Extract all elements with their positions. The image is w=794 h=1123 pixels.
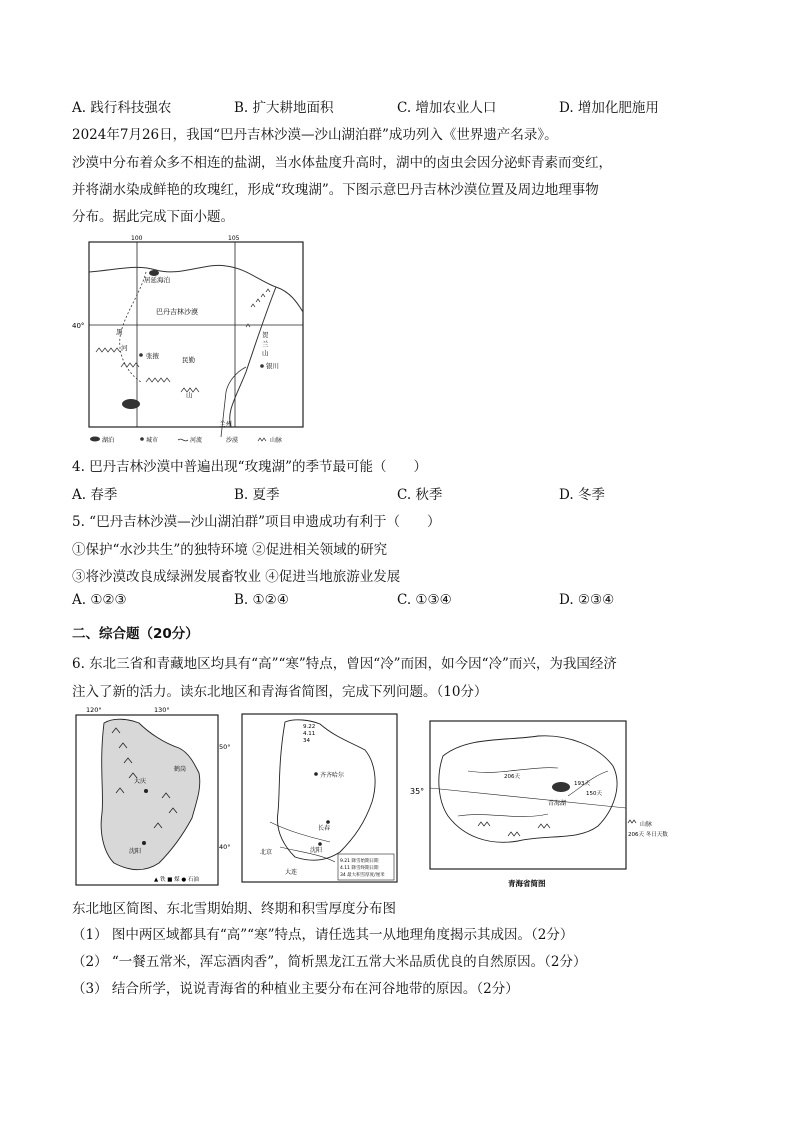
section-2-heading: 二、综合题（20分） [72,626,199,642]
helan-label-2: 兰 [262,340,269,348]
legend-lake: 湖泊 [102,437,115,444]
yinchuan-label: 银川 [266,362,279,370]
desert-label: 巴丹吉林沙漠 [156,308,198,316]
hegang-label: 鹤岗 [174,766,187,773]
badain-jaran-map [72,232,308,447]
qinghai-map [408,716,688,891]
lat-35-label: 35° [410,787,425,796]
qilian-label: 山 [186,391,193,399]
q5-option-b: B. ①②④ [234,592,289,608]
northeast-snow-map [240,712,400,885]
legend-mountain-2: 山脉 [640,821,653,828]
legend-frost: 206天 冬日天数 [628,832,668,838]
beijing-label: 北京 [260,849,273,856]
q3-option-a: A. 践行科技强农 [72,100,172,116]
q5-option-a: A. ①②③ [72,592,127,608]
q4-option-a: A. 春季 [72,487,118,503]
lat-40-label: 40° [72,322,85,330]
shenyang-label: 沈阳 [129,848,142,855]
intro-line-1: 2024年7月26日，我国“巴丹吉林沙漠—沙山湖泊群”成功列入《世界遗产名录》。 [72,127,558,143]
zhangye-label: 张掖 [146,352,159,360]
snow-legend-3: 34 最大积雪厚度/厘米 [340,873,385,878]
legend-desert: 沙漠 [226,437,239,444]
q5-statements-2: ③将沙漠改良成绿洲发展畜牧业 ④促进当地旅游业发展 [72,569,401,585]
frost-193: 193天 [574,781,590,787]
snow-value-1: 9.22 [303,724,316,730]
qinghai-map-title: 青海省简图 [508,879,546,888]
heihe-label-2: 河 [121,344,128,352]
q4-option-d: D. 冬季 [559,487,605,503]
sub-question-1: （1） 图中两区域都具有“高”“寒”特点，请任选其一从地理角度揭示其成因。（2分） [72,927,574,943]
q6-stem-2: 注入了新的活力。读东北地区和青海省简图，完成下列问题。（10分） [72,684,488,700]
intro-line-3: 并将湖水染成鲜艳的玫瑰红，形成“玫瑰湖”。下图示意巴丹吉林沙漠位置及周边地理事物 [72,182,599,198]
intro-line-4: 分布。据此完成下面小题。 [72,209,234,225]
lon-130-label: 130° [154,706,170,714]
sub-question-3: （3） 结合所学，说说青海省的种植业主要分布在河谷地带的原因。（2分） [72,981,519,997]
lanzhou-label: 兰州 [219,420,232,428]
frost-150: 150天 [586,791,602,797]
shenyang-label-2: 沈阳 [310,847,323,854]
snow-value-2: 4.11 [303,731,316,737]
q5-statements-1: ①保护“水沙共生”的独特环境 ②促进相关领域的研究 [72,542,388,558]
legend-city: 城市 [146,437,159,444]
sub-question-2: （2） “一餐五常米，浑忘酒肉香”，简析黑龙江五常大米品质优良的自然原因。（2分） [72,954,587,970]
q3-option-d: D. 增加化肥施用 [559,100,659,116]
lon-120-label: 120° [86,706,102,714]
dalian-label: 大连 [285,869,298,876]
q5-stem: 5. “巴丹吉林沙漠—沙山湖泊群”项目申遗成功有利于（ ） [72,514,441,530]
snow-legend-2: 4.11 降雪终期日期 [340,866,379,871]
helan-label-3: 山 [262,349,269,357]
intro-line-2: 沙漠中分布着众多不相连的盐湖，当水体盐度升高时，湖中的卤虫会因分泌虾青素而变红， [72,155,612,171]
q4-option-b: B. 夏季 [234,487,280,503]
q3-option-b: B. 扩大耕地面积 [234,100,334,116]
minqin-label: 民勤 [182,356,195,364]
lat-40-label-2: 40° [219,843,231,851]
q5-option-d: D. ②③④ [559,592,615,608]
resource-legend: ▲ 铁 ■ 煤 ● 石油 [154,877,199,883]
changchun-label: 长春 [318,825,331,832]
figure-caption: 东北地区简图、东北雪期始期、终期和积雪厚度分布图 [72,901,396,917]
legend-river: 河流 [190,437,203,444]
helan-label-1: 贺 [262,331,269,339]
legend-mountain: 山脉 [270,437,283,444]
snow-legend-1: 9.21 降雪始期日期 [340,859,379,864]
q5-option-c: C. ①③④ [397,592,452,608]
q4-stem: 4. 巴丹吉林沙漠中普遍出现“玫瑰湖”的季节最可能（ ） [72,459,427,475]
q3-option-c: C. 增加农业人口 [397,100,497,116]
q4-option-c: C. 秋季 [397,487,443,503]
qinghai-lake-label: 青海湖 [548,800,567,807]
lat-50-label: 50° [219,743,231,751]
frost-206: 206天 [504,774,520,780]
juyan-lake-label: 居延海泊 [144,276,170,284]
northeast-resource-map [74,703,232,888]
heihe-label-1: 黑 [116,328,123,336]
snow-value-3: 34 [303,738,310,744]
qiqihar-label: 齐齐哈尔 [320,772,345,779]
daqing-label: 大庆 [134,778,147,785]
lon-105-label: 105 [228,235,240,242]
q6-stem-1: 6. 东北三省和青藏地区均具有“高”“寒”特点，曾因“冷”而困，如今因“冷”而兴，为我国经济 [72,656,617,672]
lon-100-label: 100 [131,235,143,242]
